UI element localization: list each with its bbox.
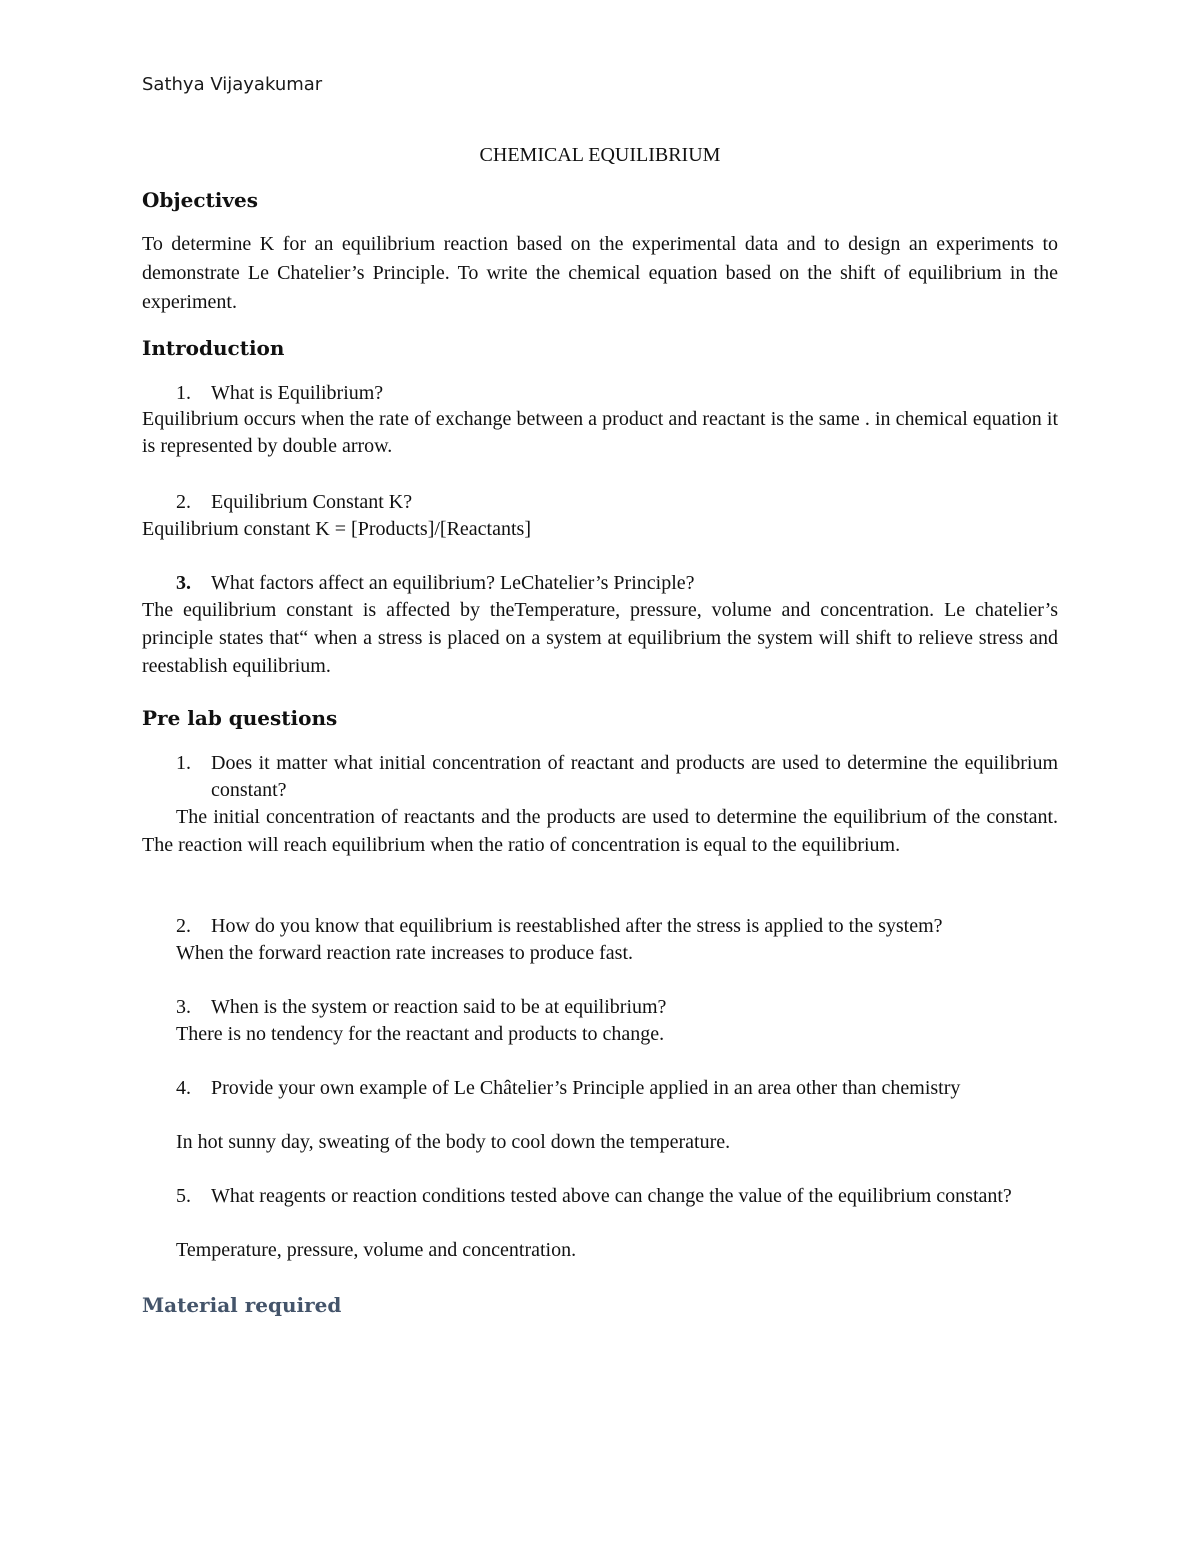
prelab-question-3-number: 3. [176, 996, 191, 1018]
prelab-answer-1: The initial concentration of reactants and the products are used to determine the equilibrium of the constant. The reaction will reach equilibrium when the ratio of concentration is equal to the equilibrium. [142, 806, 1058, 856]
prelab-question-1 [176, 750, 1058, 804]
prelab-answer-3: There is no tendency for the reactant and products to change. [176, 1023, 665, 1045]
intro-question-2 [176, 489, 1058, 516]
objectives-text: To determine K for an equilibrium reaction based on the experimental data and to design an experiments to demonstrate Le Chatelier’s Principle. To write the chemical equation based on the shift of equilibrium in the experiment. [142, 233, 1058, 313]
prelab-question-2-text: How do you know that equilibrium is reestablished after the stress is applied to the system? [211, 915, 943, 937]
prelab-question-3-text: When is the system or reaction said to be at equilibrium? [211, 996, 667, 1018]
intro-question-1-text: What is Equilibrium? [211, 382, 384, 404]
prelab-question-2-number: 2. [176, 915, 191, 937]
prelab-answer-2: When the forward reaction rate increases to produce fast. [176, 942, 634, 964]
prelab-question-4 [176, 1075, 1058, 1102]
intro-question-1-number: 1. [176, 382, 191, 404]
intro-question-3-number: 3. [176, 572, 191, 594]
prelab-answer-4: In hot sunny day, sweating of the body to cool down the temperature. [176, 1131, 731, 1153]
prelab-question-5-number: 5. [176, 1185, 191, 1207]
prelab-question-3 [176, 994, 1058, 1021]
objectives-heading: Objectives [142, 188, 258, 212]
author-name: Sathya Vijayakumar [142, 74, 323, 95]
intro-question-2-number: 2. [176, 491, 191, 513]
intro-question-3-text: What factors affect an equilibrium? LeChatelier’s Principle? [211, 572, 695, 594]
prelab-question-4-text: Provide your own example of Le Châtelier’s Principle applied in an area other than chemistry [211, 1077, 961, 1099]
materials-heading: Material required [142, 1293, 342, 1317]
prelab-question-5-text: What reagents or reaction conditions tested above can change the value of the equilibrium constant? [211, 1185, 1012, 1207]
prelab-question-5 [176, 1183, 1058, 1210]
intro-answer-2: Equilibrium constant K = [Products]/[Reactants] [142, 518, 531, 540]
prelab-question-1-number: 1. [176, 752, 191, 774]
prelab-question-2 [176, 913, 1058, 940]
prelab-question-1-text: Does it matter what initial concentration of reactant and products are used to determine the equilibrium constant? [211, 752, 1058, 801]
intro-question-3 [176, 570, 1058, 597]
intro-answer-3: The equilibrium constant is affected by theTemperature, pressure, volume and concentration. Le chatelier’s principle states that“ when a stress is placed on a system at equilibrium the system will shift to relieve stress and reestablish equilibrium. [142, 599, 1058, 677]
introduction-heading: Introduction [142, 336, 285, 360]
intro-question-2-text: Equilibrium Constant K? [211, 491, 413, 513]
prelab-heading: Pre lab questions [142, 706, 338, 730]
intro-answer-1: Equilibrium occurs when the rate of exchange between a product and reactant is the same . in chemical equation it is represented by double arrow. [142, 408, 1058, 457]
intro-question-1 [176, 380, 1058, 407]
prelab-answer-5: Temperature, pressure, volume and concentration. [176, 1239, 577, 1261]
prelab-question-4-number: 4. [176, 1077, 191, 1099]
document-title: CHEMICAL EQUILIBRIUM [479, 144, 721, 166]
